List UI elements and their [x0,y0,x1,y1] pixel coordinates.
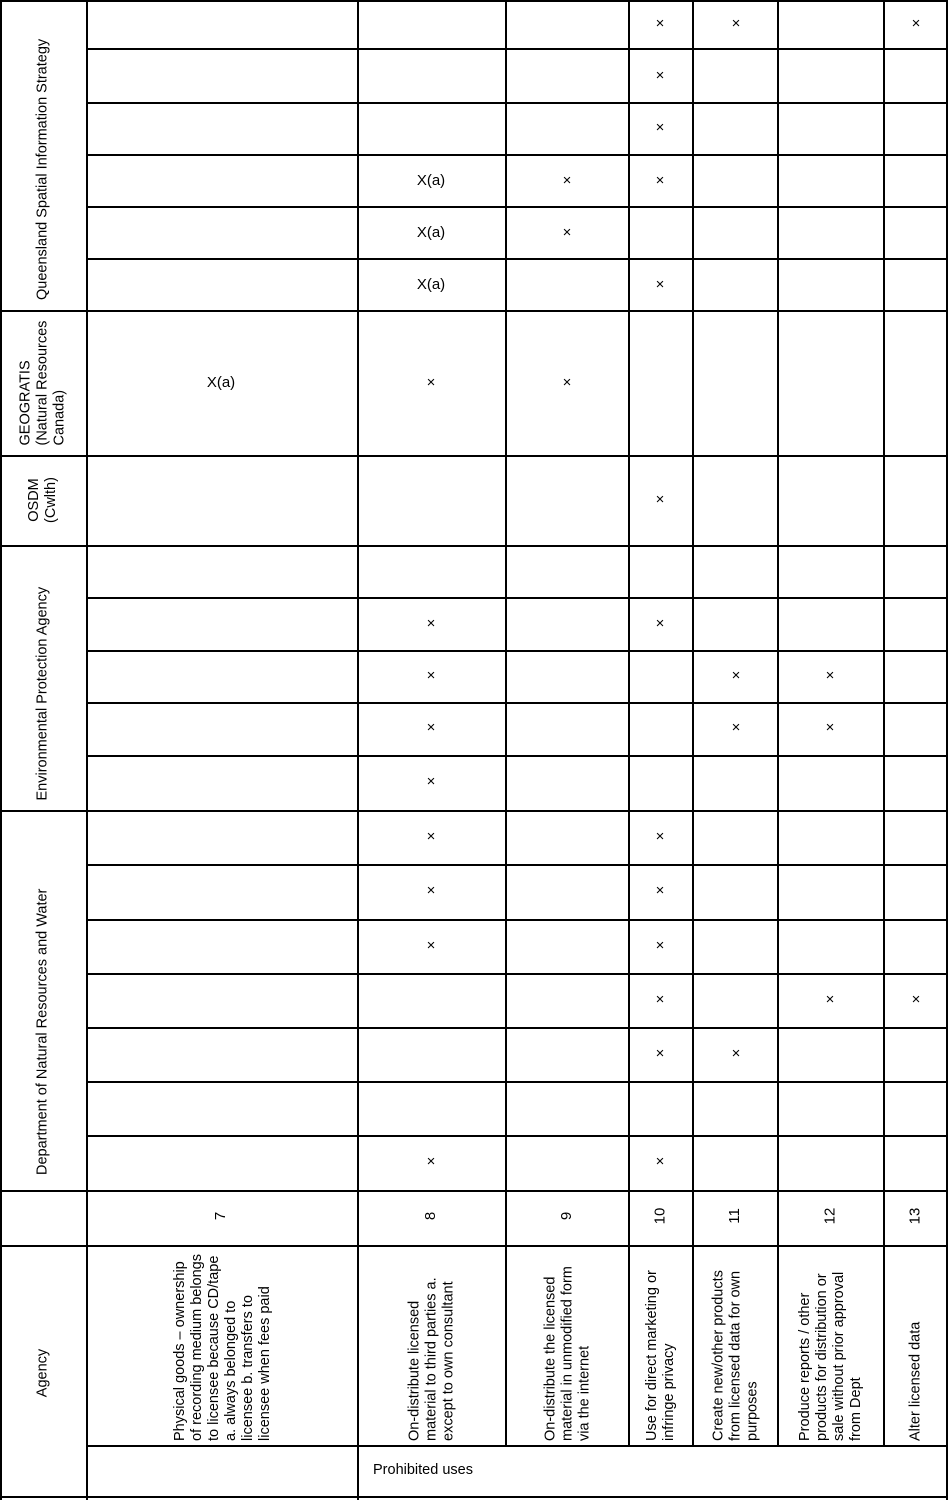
cross-mark: × [825,991,835,1008]
rule [357,1445,359,1500]
row-9-description: On-distribute the licensed material in unmodified form via the internet [542,1266,592,1441]
cross-mark: × [825,719,835,736]
row-13-description: Alter licensed data [907,1321,923,1441]
rule [0,545,948,547]
rule [86,919,948,921]
rule [0,1190,948,1192]
row-10-description: Use for direct marketing or infringe privacy [644,1270,677,1441]
cross-mark: × [426,667,436,684]
cross-mark: × [426,828,436,845]
cross-mark: × [911,15,921,32]
row-7-description: Physical goods – ownership of recording medium belongs to licensee because CD/tape a. always belonged to licensee b. transfers to licensee when fees paid [171,1254,273,1441]
cross-a-mark: X(a) [206,374,236,391]
cross-mark: × [562,172,572,189]
cross-mark: × [426,374,436,391]
cross-mark: × [655,882,665,899]
cross-mark: × [731,15,741,32]
cross-mark: × [655,1045,665,1062]
row-8-description: On-distribute licensed material to third parties a. except to own consultant [406,1277,457,1441]
cross-mark: × [426,937,436,954]
cross-mark: × [426,615,436,632]
rule [86,755,948,757]
cross-mark: × [825,667,835,684]
cross-mark: × [562,374,572,391]
cross-mark: × [911,991,921,1008]
cross-mark: × [655,1153,665,1170]
rule [0,1496,948,1498]
row-number: 7 [212,1211,229,1221]
rule [86,154,948,156]
rule [883,0,885,1445]
rule [86,650,948,652]
row-number: 11 [725,1208,743,1224]
rule [86,973,948,975]
rule [0,455,948,457]
cross-mark: × [655,119,665,136]
agency-dnrw-header: Department of Natural Resources and Water [34,888,51,1175]
cross-mark: × [655,937,665,954]
cross-mark: × [426,882,436,899]
cross-mark: × [655,15,665,32]
cross-mark: × [655,991,665,1008]
agency-osdm-header: OSDM (Cwlth) [26,477,59,523]
cross-mark: × [731,719,741,736]
row-number: 9 [558,1211,575,1221]
rule [628,0,630,1445]
agency-qsis-header: Queensland Spatial Information Strategy [34,38,51,300]
cross-mark: × [426,719,436,736]
row-number: 10 [651,1207,668,1225]
cross-mark: × [655,491,665,508]
agency-geogratis-header: GEOGRATIS (Natural Resources Canada) [17,320,68,445]
rule [86,258,948,260]
row-number: 8 [422,1211,439,1221]
rule [86,597,948,599]
cross-mark: × [562,224,572,241]
cross-a-mark: X(a) [416,224,446,241]
rule [86,102,948,104]
agency-header: Agency [34,1348,51,1397]
rule [777,0,779,1445]
row-11-description: Create new/other products from licensed data for own purposes [710,1270,760,1441]
rule [505,0,507,1445]
rule [946,0,948,1500]
cross-a-mark: X(a) [416,172,446,189]
rule [0,0,948,2]
rule [86,206,948,208]
row-number: 12 [821,1207,838,1225]
cross-mark: × [655,828,665,845]
prohibited-uses-label: Prohibited uses [373,1462,473,1478]
rule [86,48,948,50]
cross-mark: × [731,1045,741,1062]
rule [86,1445,948,1447]
rule [86,1135,948,1137]
cross-mark: × [655,276,665,293]
cross-mark: × [655,67,665,84]
cross-a-mark: X(a) [416,276,446,293]
cross-mark: × [655,615,665,632]
cross-mark: × [655,172,665,189]
agency-epa-header: Environmental Protection Agency [34,586,51,800]
rule [86,864,948,866]
cross-mark: × [731,667,741,684]
rule [0,810,948,812]
rule [86,1081,948,1083]
row-12-description: Produce reports / other products for distribution or sale without prior approval from Dept [797,1271,864,1441]
row-number: 13 [906,1207,923,1225]
rule [357,0,359,1445]
rule [692,0,694,1445]
rule [0,310,948,312]
cross-mark: × [426,773,436,790]
cross-mark: × [426,1153,436,1170]
rule [86,1027,948,1029]
rule [86,702,948,704]
